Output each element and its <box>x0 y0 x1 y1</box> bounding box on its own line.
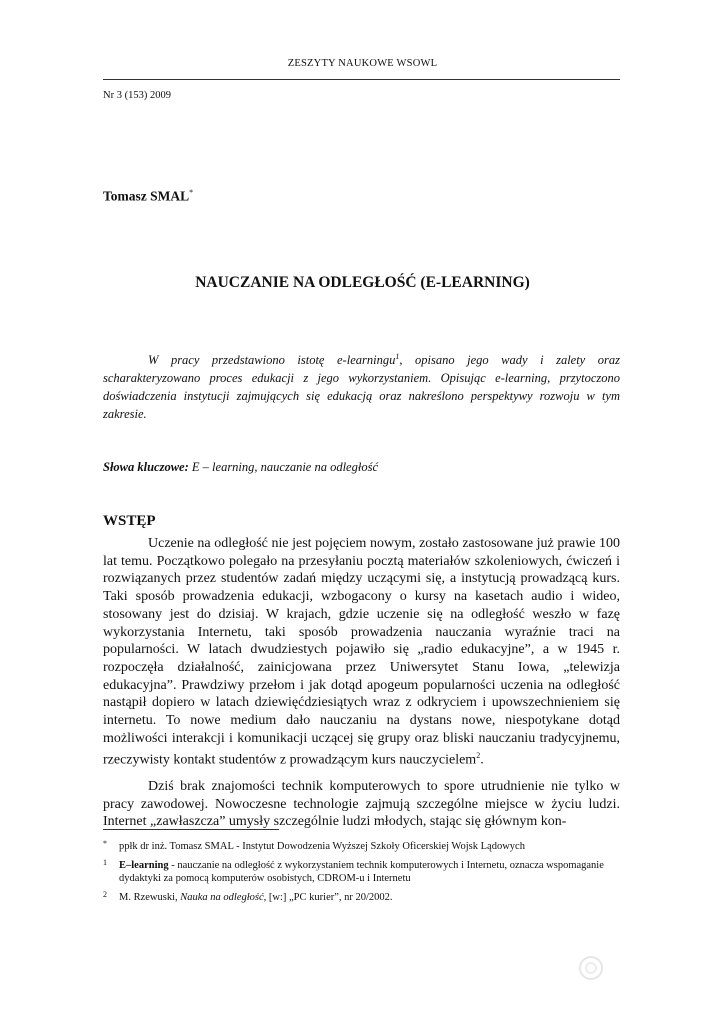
body-text <box>103 535 620 839</box>
footnote-text-tail: , [w:] „PC kurier”, nr 20/2002. <box>263 892 393 903</box>
footnote-ref-2: 2 <box>476 751 481 761</box>
footnote-mark: * <box>103 839 107 848</box>
footnote-title: Nauka na odległość <box>180 892 264 903</box>
keywords-label: Słowa kluczowe: <box>103 460 189 474</box>
keywords <box>103 460 378 475</box>
author-footnote-mark: * <box>189 188 194 197</box>
abstract-footnote-ref: 1 <box>395 352 400 361</box>
body-paragraph-1 <box>103 535 620 770</box>
footnote-text: ppłk dr inż. Tomasz SMAL - Instytut Dowodzenia Wyższej Szkoły Oficerskiej Wojsk Lądowych <box>119 841 525 852</box>
issue-number: Nr 3 (153) 2009 <box>103 90 171 101</box>
footnote <box>103 840 620 853</box>
author-line <box>103 188 193 205</box>
footnote <box>103 891 620 904</box>
journal-title: ZESZYTY NAUKOWE WSOWL <box>287 58 438 69</box>
paragraph-1-end: . <box>480 753 484 769</box>
footnote-text: - nauczanie na odległość z wykorzystaniem technik komputerowych i Internetu, oznacza wspomaganie dydaktyki za pomocą komputerów osobistych, CDROM-u i Internetu <box>119 860 604 884</box>
paragraph-1-text: Uczenie na odległość nie jest pojęciem nowym, zostało zastosowane już prawie 100 lat temu. Początkowo polegało na przesyłaniu pocztą materiałów szkoleniowych, ćwiczeń i rozwiązanych przez studentów zadań między uczącymi się, a instytucją prowadzącą kurs. Taki sposób prowadzenia edukacji, wzbogacony o kursy na kasetach audio i wideo, stosowany jest do dzisiaj. W krajach, gdzie uczenie się na odległość weszło w fazę wykorzystania Internetu, taki sposób prowadzenia nauczania wyraźnie traci na popularności. W latach dwudziestych pojawiło się „radio edukacyjne”, a w 1945 r. rozpoczęła działalność, zainicjowana przez Uniwersytet Stanu Iowa, „telewizja edukacyjna”. Prawdziwy przełom i jak dotąd apogeum popularności uczenia na odległość nastąpił dopiero w latach dziewięćdziesiątych wraz z odkryciem i upowszechnieniem się internetu. To nowe medium dało nauczaniu na dystans nowe, niespotykane dotąd możliwości interakcji i komunikacji uczącej się grupy oraz bliski nauczaniu tradycyjnemu, rzeczywisty kontakt studentów z prowadzącym kurs nauczycielem <box>103 536 620 769</box>
abstract <box>103 348 620 423</box>
footnotes <box>103 840 620 910</box>
footnote-term: E–learning <box>119 860 169 871</box>
author-name: Tomasz SMAL <box>103 188 190 204</box>
paper-title: NAUCZANIE NA ODLEGŁOŚĆ (E-LEARNING) <box>195 274 530 291</box>
footnote <box>103 859 620 885</box>
header-rule <box>103 79 620 80</box>
footnote-text: M. Rzewuski, <box>119 892 181 903</box>
abstract-text-2: , opisano jego wady i zalety oraz scharakteryzowano proces edukacji z jego wykorzystaniem. Opisując e-learning, przytoczono doświadczenia instytucji zajmujących się edukacją oraz nakreślono perspektywy rozwoju w tym zakresie. <box>103 353 620 422</box>
keywords-value: E – learning, nauczanie na odległość <box>188 460 378 474</box>
abstract-paragraph <box>103 348 620 423</box>
footnote-rule <box>103 829 279 830</box>
section-heading: WSTĘP <box>103 513 156 529</box>
footnote-mark: 1 <box>103 858 107 867</box>
footnote-mark: 2 <box>103 890 107 899</box>
watermark-icon <box>578 955 604 981</box>
abstract-text-1: W pracy przedstawiono istotę e-learningu <box>148 353 396 368</box>
body-paragraph-2: Dziś brak znajomości technik komputerowych to spore utrudnienie nie tylko w pracy zawodowej. Nowoczesne technologie zajmują szczególne miejsce w życiu ludzi. Internet „zawłaszcza” umysły szczególnie ludzi młodych, stając się głównym kon- <box>103 778 620 830</box>
